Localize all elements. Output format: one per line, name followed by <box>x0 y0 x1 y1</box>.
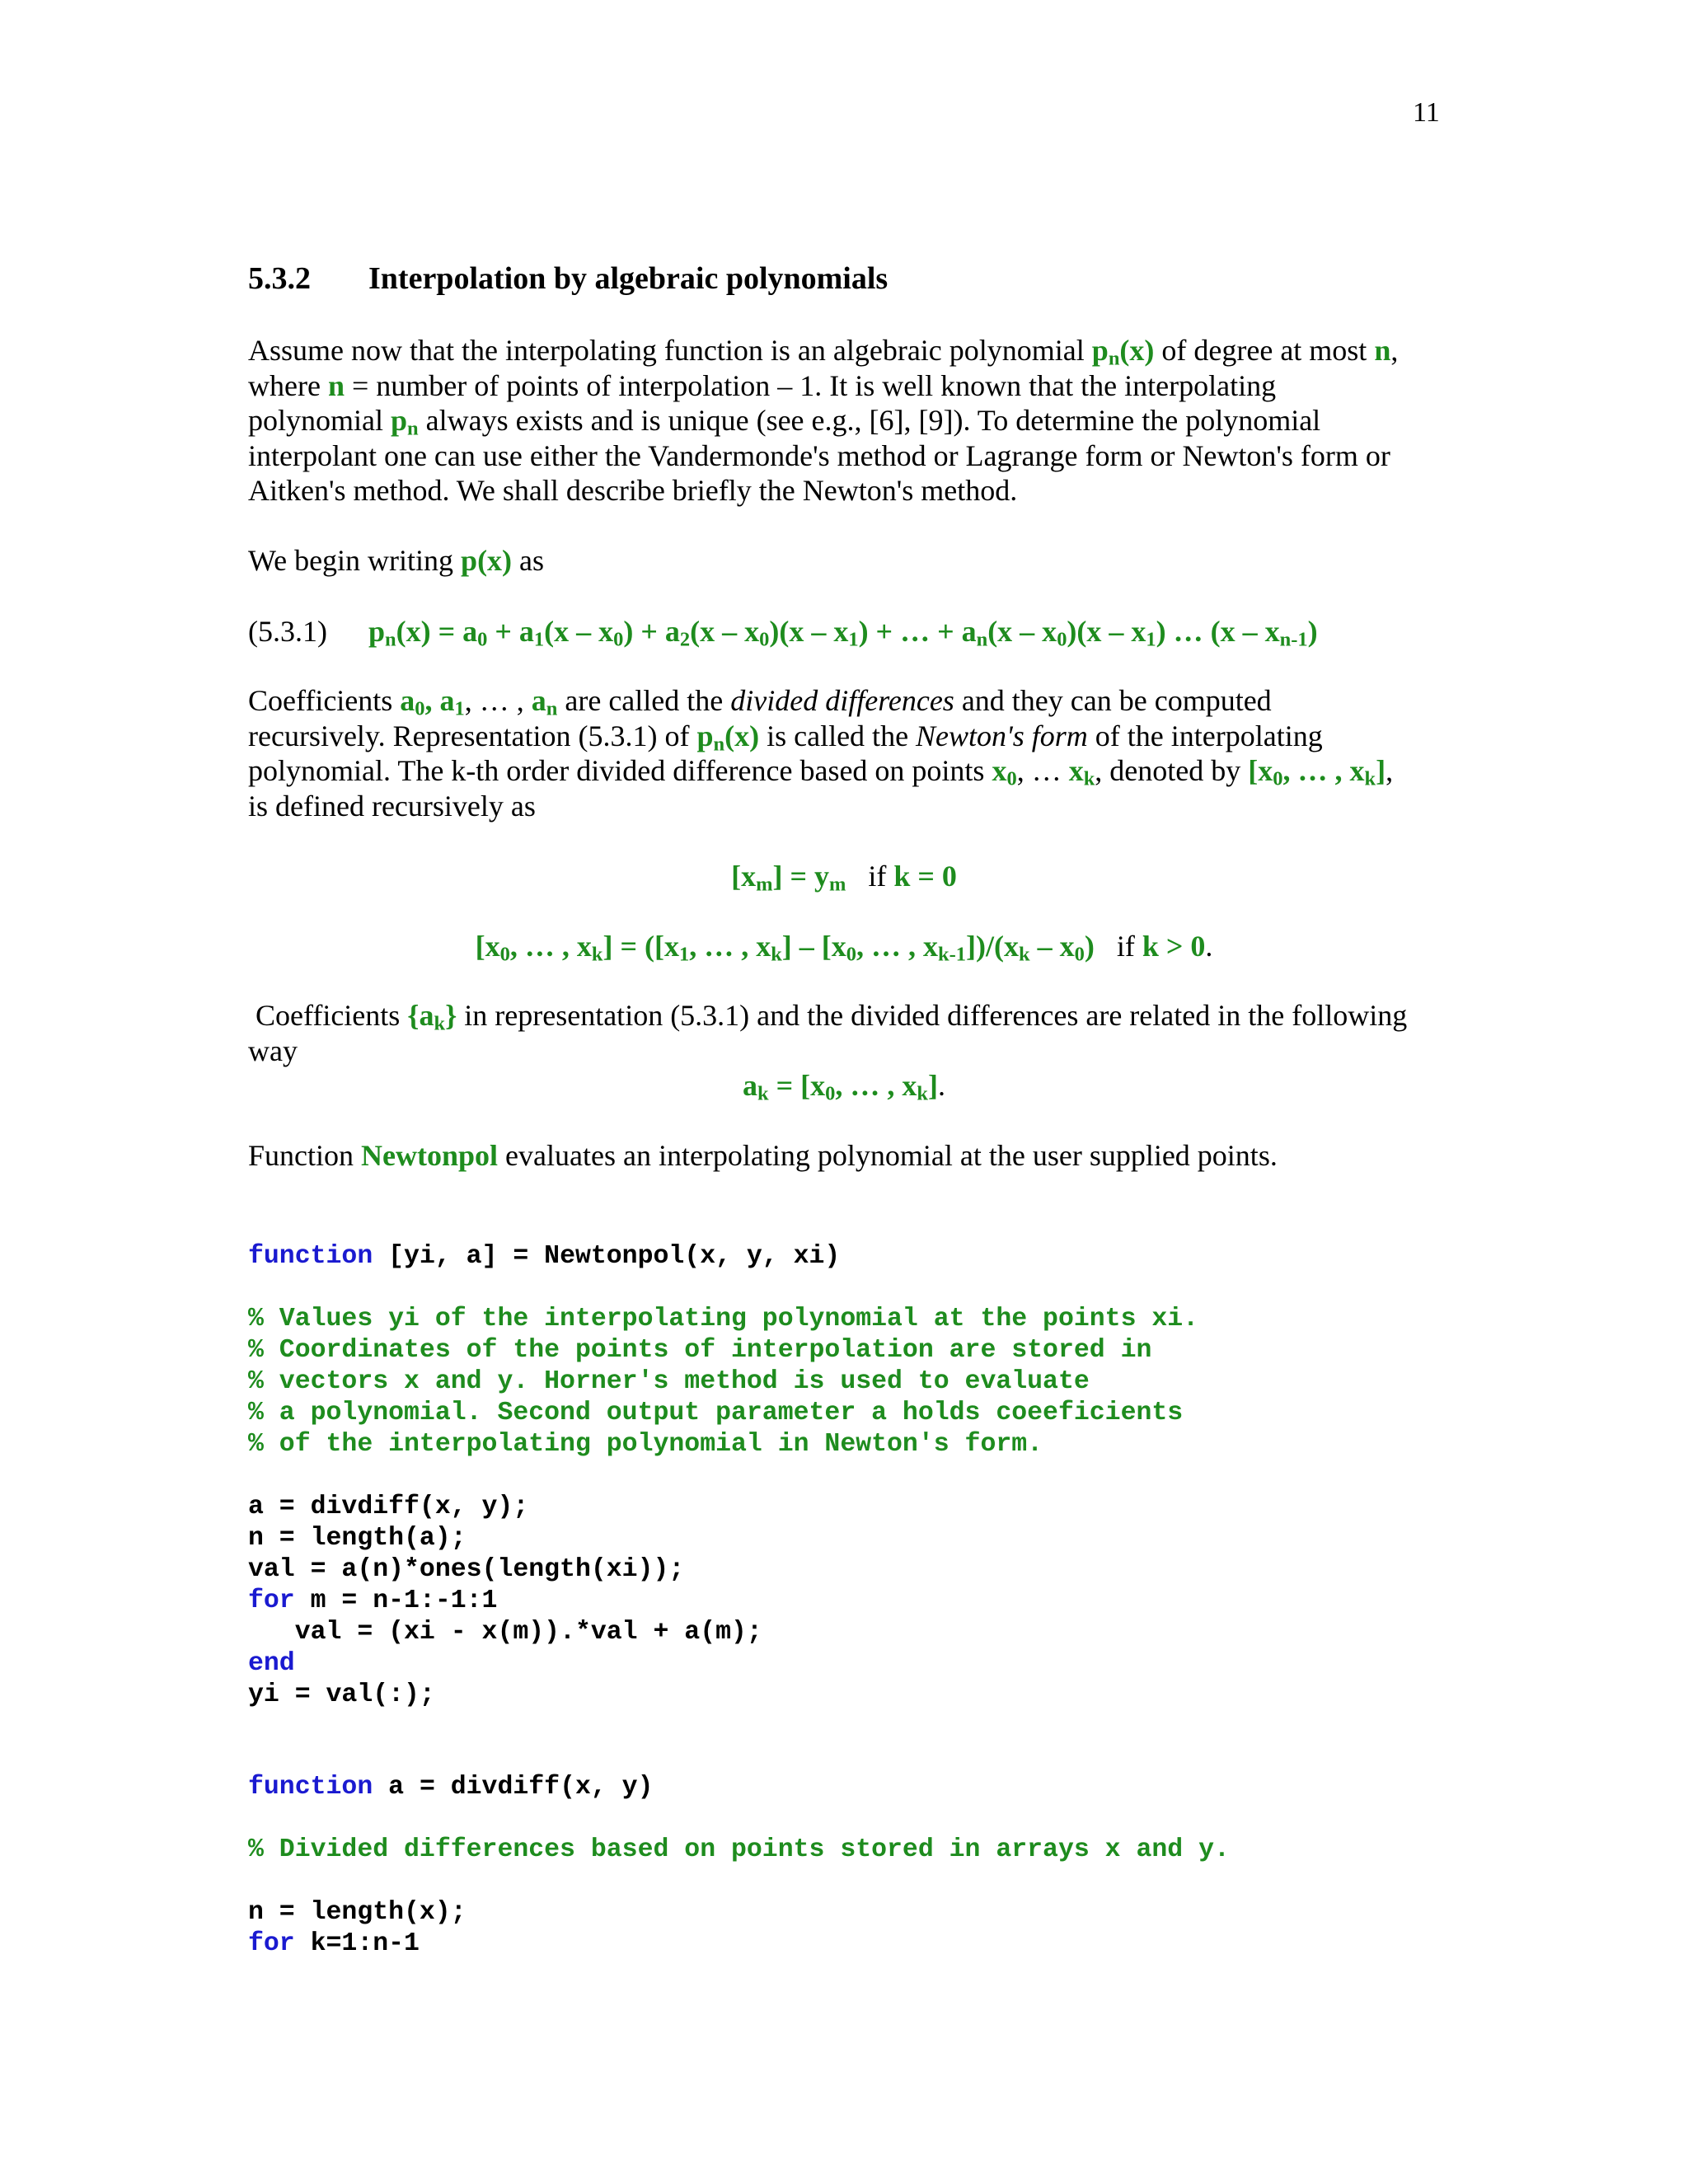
text-line: polynomial. The k-th order divided difference based on points $x_0$, … $x_k$, denoted by [$x_0$, … , $x_k$], <box>248 754 1394 790</box>
code-line: n = length(x); <box>248 1898 467 1927</box>
paragraph-divided-differences <box>248 683 1451 823</box>
code-line <box>248 1272 1198 1304</box>
section-heading <box>248 260 888 297</box>
page-number: 11 <box>1413 97 1440 128</box>
text-line: is defined recursively as <box>248 789 536 823</box>
equation-ak: $a_k = [x_0$, … , $x_k$]. <box>743 1069 945 1105</box>
code-line: function [yi, a] = Newtonpol(x, y, xi) <box>248 1242 841 1271</box>
code-line <box>248 1866 1230 1897</box>
section-number: 5.3.2 <box>248 261 311 296</box>
text-line: Coefficients $\{a_k\}$ in representation (5.3.1) and the divided differences are related in the following <box>248 999 1408 1035</box>
paragraph-newtonpol: Function Newtonpol evaluates an interpolating polynomial at the user supplied points. <box>248 1139 1278 1172</box>
equation-body: $p_n(x) = a_0 + a_1(x - x_0) + a_2(x - x_0)(x - x_1)$ + … + $a_n(x - x_0)(x - x_1)$ … $(x - x_{n-1})$ <box>368 615 1318 651</box>
code-block-divdiff <box>248 1772 1230 1960</box>
code-comment: % Divided differences based on points stored in arrays x and y. <box>248 1835 1230 1864</box>
text-line: Aitken's method. We shall describe briefly the Newton's method. <box>248 474 1018 507</box>
text-line: where n = number of points of interpolation – 1. It is well known that the interpolating <box>248 368 1277 402</box>
code-line: yi = val(:); <box>248 1680 435 1709</box>
code-comment: % vectors x and y. Horner's method is used to evaluate <box>248 1367 1090 1396</box>
code-line: for k=1:n-1 <box>248 1929 420 1958</box>
paragraph-coefficients <box>248 998 1451 1068</box>
section-title: Interpolation by algebraic polynomials <box>368 261 889 296</box>
code-line: end <box>248 1649 295 1678</box>
code-comment: % Coordinates of the points of interpolation are stored in <box>248 1336 1152 1365</box>
code-comment: % Values yi of the interpolating polynomial at the points xi. <box>248 1305 1199 1333</box>
text-line: polynomial $p_n$ always exists and is unique (see e.g., [6], [9]). To determine the polynomial <box>248 404 1321 440</box>
code-line: for m = n-1:-1:1 <box>248 1586 498 1615</box>
code-line: n = length(a); <box>248 1524 467 1553</box>
code-comment: % a polynomial. Second output parameter a holds coeeficients <box>248 1399 1184 1427</box>
text-line: recursively. Representation (5.3.1) of $p_n(x)$ is called the Newton's form of the interpolating <box>248 719 1323 755</box>
equation-label: (5.3.1) <box>248 615 327 648</box>
text-line: Coefficients $a_0$, $a_1$, … , $a_n$ are called the divided differences and they can be computed <box>248 684 1272 720</box>
paragraph-begin: We begin writing p(x) as <box>248 544 545 577</box>
equation-k-positive: [$x_0$, … , $x_k] = ([x_1$, … , $x_k] - [x_0$, … , $x_{k-1}])/(x_k - x_0)$ if k > 0. <box>475 930 1213 966</box>
equation-k-zero: $[x_m] = y_m$ if k = 0 <box>731 860 957 896</box>
code-line: a = divdiff(x, y); <box>248 1493 529 1521</box>
code-line <box>248 1460 1198 1492</box>
code-comment: % of the interpolating polynomial in Newton's form. <box>248 1430 1043 1459</box>
code-line <box>248 1803 1230 1835</box>
code-line: val = a(n)*ones(length(xi)); <box>248 1555 685 1584</box>
equation-5-3-1 <box>248 614 1318 649</box>
code-block-newtonpol <box>248 1241 1198 1711</box>
paragraph-intro <box>248 333 1451 509</box>
code-line: function a = divdiff(x, y) <box>248 1773 654 1802</box>
text-line: way <box>248 1033 298 1067</box>
code-line: val = (xi - x(m)).*val + a(m); <box>248 1618 762 1647</box>
text-line: Assume now that the interpolating function is an algebraic polynomial $p_n(x)$ of degree at most n, <box>248 334 1399 370</box>
text-line: interpolant one can use either the Vandermonde's method or Lagrange form or Newton's form or <box>248 438 1390 472</box>
